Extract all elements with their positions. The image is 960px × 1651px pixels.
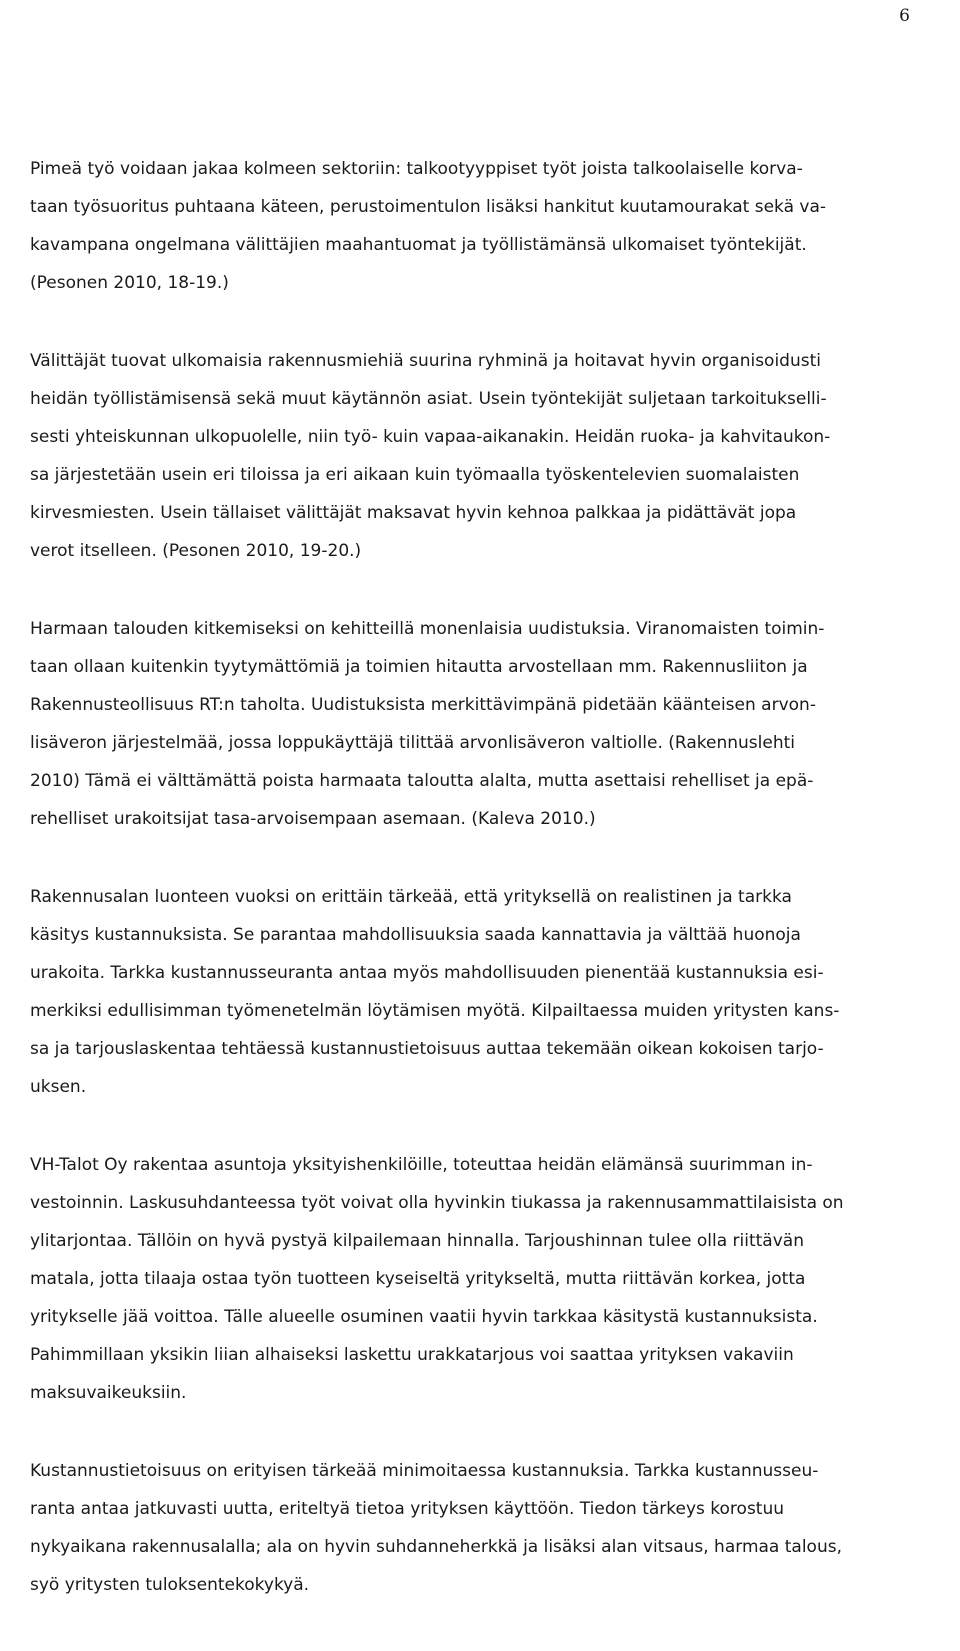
text-line: sa ja tarjouslaskentaa tehtäessä kustannustietoisuus auttaa tekemään oikean kokoisen tarjo- (30, 1039, 824, 1059)
text-line: käsitys kustannuksista. Se parantaa mahdollisuuksia saada kannattavia ja välttää huonoja (30, 925, 801, 945)
paragraph-pimea-tyo (30, 150, 958, 302)
text-line: yritykselle jää voittoa. Tälle alueelle osuminen vaatii hyvin tarkkaa käsitystä kustannuksista. (30, 1307, 818, 1327)
text-line: kirvesmiesten. Usein tällaiset välittäjät maksavat hyvin kehnoa palkkaa ja pidättävät jopa (30, 503, 797, 523)
paragraph-rakennusala (30, 878, 958, 1106)
paragraph-harmaa-talous (30, 610, 958, 838)
text-line: nykyaikana rakennusalalla; ala on hyvin suhdanneherkkä ja lisäksi alan vitsaus, harmaa talous, (30, 1537, 842, 1557)
text-line: uksen. (30, 1077, 87, 1097)
text-line: taan työsuoritus puhtaana käteen, perustoimentulon lisäksi hankitut kuutamourakat sekä va- (30, 197, 827, 217)
text-line: heidän työllistämisensä sekä muut käytännön asiat. Usein työntekijät suljetaan tarkoitukselli- (30, 389, 827, 409)
text-line: maksuvaikeuksiin. (30, 1383, 187, 1403)
paragraph-vh-talot (30, 1146, 958, 1412)
text-line: Kustannustietoisuus on erityisen tärkeää minimoitaessa kustannuksia. Tarkka kustannusseu- (30, 1461, 819, 1481)
text-line: verot itselleen. (Pesonen 2010, 19-20.) (30, 541, 362, 561)
paragraph-kustannustietoisuus (30, 1452, 958, 1604)
text-line: lisäveron järjestelmää, jossa loppukäyttäjä tilittää arvonlisäveron valtiolle. (Rakennuslehti (30, 733, 796, 753)
text-line: Välittäjät tuovat ulkomaisia rakennusmiehiä suurina ryhminä ja hoitavat hyvin organisoidusti (30, 351, 821, 371)
text-line: Pimeä työ voidaan jakaa kolmeen sektoriin: talkootyyppiset työt joista talkoolaiselle korva- (30, 159, 803, 179)
text-line: kavampana ongelmana välittäjien maahantuomat ja työllistämänsä ulkomaiset työntekijät. (30, 235, 807, 255)
text-line: sesti yhteiskunnan ulkopuolelle, niin työ- kuin vapaa-aikanakin. Heidän ruoka- ja kahvitaukon- (30, 427, 831, 447)
text-line: (Pesonen 2010, 18-19.) (30, 273, 229, 293)
text-line: taan ollaan kuitenkin tyytymättömiä ja toimien hitautta arvostellaan mm. Rakennusliiton ja (30, 657, 808, 677)
text-line: Pahimmillaan yksikin liian alhaiseksi laskettu urakkatarjous voi saattaa yrityksen vakaviin (30, 1345, 794, 1365)
text-line: 2010) Tämä ei välttämättä poista harmaata taloutta alalta, mutta asettaisi rehelliset ja epä- (30, 771, 814, 791)
text-line: rehelliset urakoitsijat tasa-arvoisempaan asemaan. (Kaleva 2010.) (30, 809, 596, 829)
text-line: ranta antaa jatkuvasti uutta, eriteltyä tietoa yrityksen käyttöön. Tiedon tärkeys korostuu (30, 1499, 785, 1519)
text-line: sa järjestetään usein eri tiloissa ja eri aikaan kuin työmaalla työskentelevien suomalaisten (30, 465, 800, 485)
text-line: syö yritysten tuloksentekokykyä. (30, 1575, 310, 1595)
text-line: vestoinnin. Laskusuhdanteessa työt voivat olla hyvinkin tiukassa ja rakennusammattilaisista on (30, 1193, 844, 1213)
text-line: Rakennusalan luonteen vuoksi on erittäin tärkeää, että yrityksellä on realistinen ja tarkka (30, 887, 792, 907)
text-line: matala, jotta tilaaja ostaa työn tuotteen kyseiseltä yritykseltä, mutta riittävän korkea, jotta (30, 1269, 806, 1289)
text-line: merkiksi edullisimman työmenetelmän löytämisen myötä. Kilpailtaessa muiden yritysten kans- (30, 1001, 840, 1021)
page-number: 6 (899, 6, 910, 26)
text-line: Harmaan talouden kitkemiseksi on kehitteillä monenlaisia uudistuksia. Viranomaisten toimin- (30, 619, 825, 639)
text-line: Rakennusteollisuus RT:n taholta. Uudistuksista merkittävimpänä pidetään käänteisen arvon- (30, 695, 816, 715)
paragraph-valittajat (30, 342, 958, 570)
text-line: ylitarjontaa. Tällöin on hyvä pystyä kilpailemaan hinnalla. Tarjoushinnan tulee olla riittävän (30, 1231, 804, 1251)
document-body (30, 150, 958, 1644)
text-line: VH-Talot Oy rakentaa asuntoja yksityishenkilöille, toteuttaa heidän elämänsä suurimman in- (30, 1155, 813, 1175)
text-line: urakoita. Tarkka kustannusseuranta antaa myös mahdollisuuden pienentää kustannuksia esi- (30, 963, 824, 983)
